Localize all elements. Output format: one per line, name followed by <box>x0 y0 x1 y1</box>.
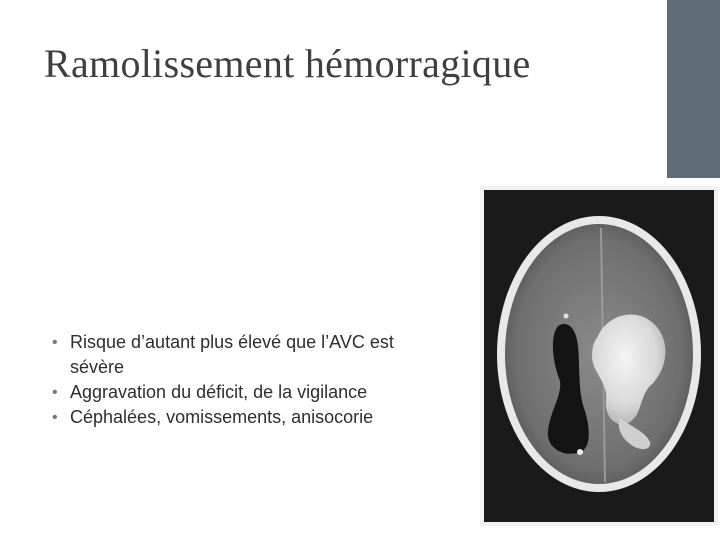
bullet-marker: • <box>52 384 58 401</box>
bullet-item <box>52 405 452 430</box>
calcification-dot <box>577 449 583 455</box>
slide-title: Ramolissement hémorragique <box>44 41 531 86</box>
bullet-text: Aggravation du déficit, de la vigilance <box>70 382 368 402</box>
ct-scan-graphic <box>480 186 718 526</box>
calcification-dot <box>564 314 569 319</box>
bullet-text: Risque d’autant plus élevé que l’AVC est sévère <box>70 332 394 377</box>
bullet-marker: • <box>52 409 58 426</box>
accent-bar <box>667 0 720 178</box>
bullet-text: Céphalées, vomissements, anisocorie <box>70 407 374 427</box>
bullet-marker: • <box>52 334 58 351</box>
bullet-item <box>52 330 452 380</box>
bullet-item <box>52 380 452 405</box>
bullet-list <box>52 330 452 430</box>
ct-scan-image <box>480 186 718 526</box>
